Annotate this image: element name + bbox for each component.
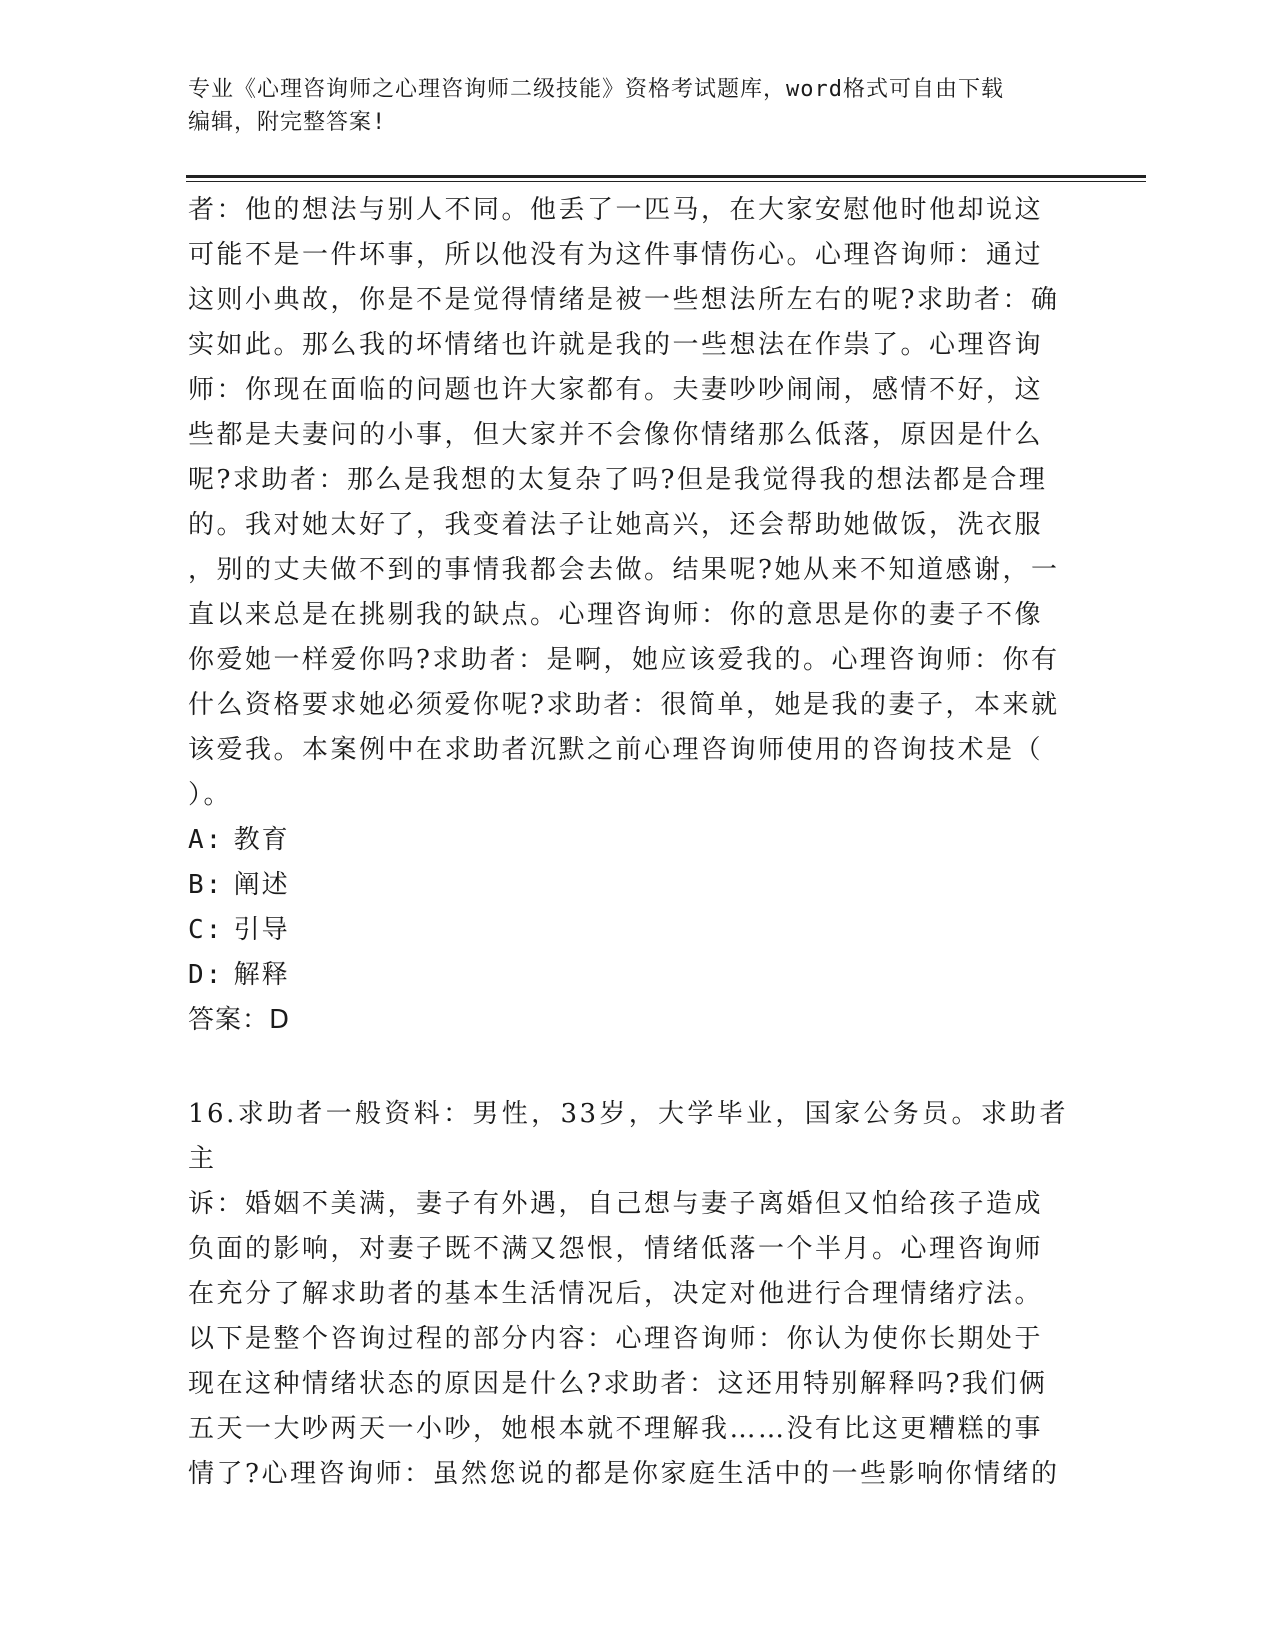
option-key: B:: [188, 870, 224, 900]
option-text: 阐述: [233, 870, 290, 900]
option-key: C:: [188, 915, 224, 945]
option-c: [188, 908, 1068, 953]
document-body: [188, 188, 1068, 1497]
text-line: 现在这种情绪状态的原因是什么?求助者：这还用特别解释吗?我们俩: [188, 1369, 1048, 1399]
text-line: 实如此。那么我的坏情绪也许就是我的一些想法在作祟了。心理咨询: [188, 330, 1044, 360]
text-line: 16.求助者一般资料：男性，33岁，大学毕业，国家公务员。求助者主: [188, 1099, 1068, 1174]
header-line-1: 专业《心理咨询师之心理咨询师二级技能》资格考试题库，word格式可自由下载: [188, 77, 1004, 102]
text-line: 你爱她一样爱你吗?求助者：是啊，她应该爱我的。心理咨询师：你有: [188, 645, 1060, 675]
option-key: D:: [188, 960, 224, 990]
text-line: 情了?心理咨询师：虽然您说的都是你家庭生活中的一些影响你情绪的: [188, 1459, 1060, 1489]
text-line: 在充分了解求助者的基本生活情况后，决定对他进行合理情绪疗法。: [188, 1279, 1044, 1309]
text-line: 以下是整个咨询过程的部分内容：心理咨询师：你认为使你长期处于: [188, 1324, 1044, 1354]
text-line: 可能不是一件坏事，所以他没有为这件事情伤心。心理咨询师：通过: [188, 240, 1044, 270]
header-line-2: 编辑，附完整答案!: [188, 110, 387, 135]
text-line: 诉：婚姻不美满，妻子有外遇，自己想与妻子离婚但又怕给孩子造成: [188, 1189, 1044, 1219]
text-line: 这则小典故，你是不是觉得情绪是被一些想法所左右的呢?求助者：确: [188, 285, 1060, 315]
page-header: [188, 73, 1068, 139]
text-line: 呢?求助者：那么是我想的太复杂了吗?但是我觉得我的想法都是合理: [188, 465, 1048, 495]
text-line: 直以来总是在挑剔我的缺点。心理咨询师：你的意思是你的妻子不像: [188, 600, 1044, 630]
text-line: 该爱我。本案例中在求助者沉默之前心理咨询师使用的咨询技术是（: [188, 735, 1044, 765]
header-rule-thick: [186, 175, 1146, 178]
text-line: 者：他的想法与别人不同。他丢了一匹马，在大家安慰他时他却说这: [188, 195, 1044, 225]
question-15-answer: 答案：D: [188, 1005, 291, 1035]
question-15-options: [188, 818, 1068, 998]
text-line: 的。我对她太好了，我变着法子让她高兴，还会帮助她做饭，洗衣服: [188, 510, 1044, 540]
question-16: [188, 1092, 1068, 1497]
text-line: 什么资格要求她必须爱你呢?求助者：很简单，她是我的妻子，本来就: [188, 690, 1060, 720]
option-key: A:: [188, 825, 224, 855]
text-line: ）。: [188, 780, 233, 810]
option-text: 解释: [233, 960, 290, 990]
question-spacer: [188, 1043, 1068, 1092]
option-b: [188, 863, 1068, 908]
question-15-stem: [188, 188, 1068, 818]
text-line: 师：你现在面临的问题也许大家都有。夫妻吵吵闹闹，感情不好，这: [188, 375, 1044, 405]
text-line: 五天一大吵两天一小吵，她根本就不理解我……没有比这更糟糕的事: [188, 1414, 1044, 1444]
text-line: 些都是夫妻问的小事，但大家并不会像你情绪那么低落，原因是什么: [188, 420, 1044, 450]
text-line: 负面的影响，对妻子既不满又怨恨，情绪低落一个半月。心理咨询师: [188, 1234, 1044, 1264]
option-text: 教育: [233, 825, 290, 855]
question-15: [188, 188, 1068, 1043]
header-rule-thin: [186, 181, 1146, 182]
question-16-stem: [188, 1092, 1068, 1497]
text-line: ，别的丈夫做不到的事情我都会去做。结果呢?她从来不知道感谢，一: [188, 555, 1060, 585]
option-d: [188, 953, 1068, 998]
option-a: [188, 818, 1068, 863]
option-text: 引导: [233, 915, 290, 945]
